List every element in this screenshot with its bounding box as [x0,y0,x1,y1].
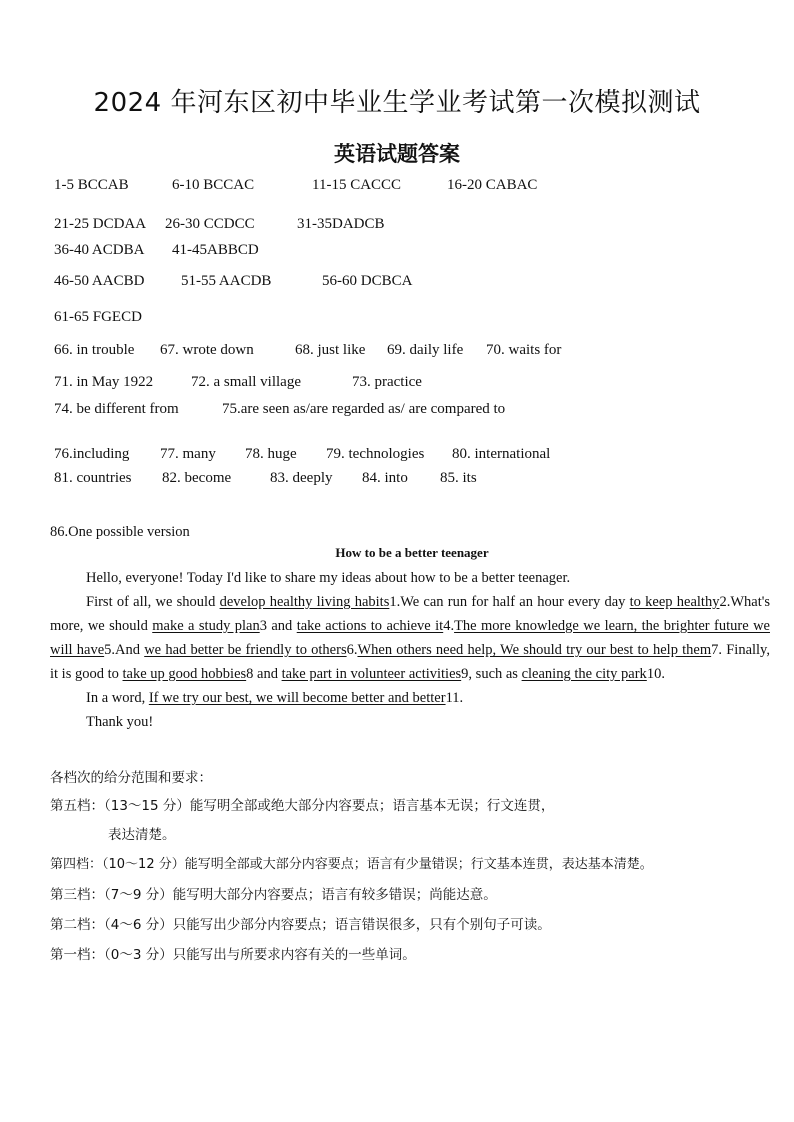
underlined-phrase: When others need help, We should try our best to help them [357,642,712,658]
essay-closing: Thank you! [86,714,154,730]
answer-cell: 72. a small village [191,374,301,390]
answer-cell: 69. daily life [387,342,464,358]
grading-line: 表达清楚。 [108,827,176,843]
underlined-phrase: The more knowledge we learn, the brighter future we will have [50,618,770,658]
essay-text: 4. [443,618,455,634]
answer-cell: 6-10 BCCAC [172,177,255,193]
answer-cell: 83. deeply [270,470,333,486]
answer-cell: 81. countries [54,470,132,486]
answer-cell: 61-65 FGECD [54,309,142,325]
answer-cell: 66. in trouble [54,342,135,358]
answer-cell: 75.are seen as/are regarded as/ are compared to [222,401,506,417]
essay-paragraph: Hello, everyone! Today I'd like to share my ideas about how to be a better teenager. [86,570,571,586]
answer-cell: 21-25 DCDAA [54,216,147,232]
essay-text: 7. Finally, it is good to [50,642,770,682]
answer-cell: 26-30 CCDCC [165,216,255,232]
essay-text: First of all, we should [86,594,220,610]
essay-text: 3 and [259,618,297,634]
essay-body [50,566,770,734]
grading-line: 第四档：（10～12 分）能写明全部或大部分内容要点；语言有少量错误；行文基本连贯，表达基本清楚。 [50,857,653,872]
essay-text: 2.What's more, we should [50,594,770,634]
underlined-phrase: take up good hobbies [122,666,247,682]
answer-cell: 46-50 AACBD [54,273,145,289]
underlined-phrase: take part in volunteer activities [281,666,462,682]
essay-title: How to be a better teenager [335,545,489,560]
answer-cell: 76.including [54,446,130,462]
page-title: 2024 年河东区初中毕业生学业考试第一次模拟测试 [93,88,701,118]
answer-cell: 71. in May 1922 [54,374,154,390]
answer-cell: 80. international [452,446,551,462]
answer-cell: 68. just like [295,342,366,358]
essay-text: 6. [346,642,358,658]
page-subtitle: 英语试题答案 [334,142,460,166]
answer-cell: 1-5 BCCAB [54,177,129,193]
underlined-phrase: If we try our best, we will become better and better [148,690,446,706]
underlined-phrase: we had better be friendly to others [144,642,347,658]
essay-text: 5.And [104,642,145,658]
answer-cell: 41-45ABBCD [172,242,259,258]
answer-cell: 79. technologies [326,446,425,462]
answer-cell: 74. be different from [54,401,179,417]
underlined-phrase: take actions to achieve it [296,618,444,634]
answer-cell: 77. many [160,446,216,462]
grading-line: 第一档：（0～3 分）只能写出与所要求内容有关的一些单词。 [50,947,416,963]
answer-cell: 73. practice [352,374,422,390]
essay-text: 1.We can run for half an hour every day [389,594,630,610]
answer-cell: 11-15 CACCC [312,177,402,193]
answer-cell: 36-40 ACDBA [54,242,145,258]
answer-cell: 67. wrote down [160,342,254,358]
answer-cell: 78. huge [245,446,297,462]
answer-cell: 84. into [362,470,408,486]
answer-cell: 31-35DADCB [297,216,385,232]
grading-intro: 各档次的给分范围和要求： [50,770,212,786]
grading-line: 第二档：（4～6 分）只能写出少部分内容要点；语言错误很多，只有个别句子可读。 [50,917,551,933]
essay-paragraph [50,686,770,710]
underlined-phrase: make a study plan [152,618,260,634]
essay-text: In a word, [86,690,149,706]
essay-label: 86.One possible version [50,524,190,540]
answer-cell: 70. waits for [486,342,562,358]
essay-text: 10. [646,666,665,682]
essay-text: 9, such as [461,666,522,682]
essay-text: 11. [445,690,464,706]
answer-cell: 16-20 CABAC [447,177,538,193]
answer-cell: 51-55 AACDB [181,273,272,289]
underlined-phrase: to keep healthy [629,594,720,610]
essay-text: 8 and [246,666,282,682]
answer-cell: 82. become [162,470,232,486]
answer-cell: 56-60 DCBCA [322,273,413,289]
underlined-phrase: cleaning the city park [521,666,647,682]
grading-line: 第三档：（7～9 分）能写明大部分内容要点；语言有较多错误；尚能达意。 [50,887,497,903]
grading-line: 第五档：（13～15 分）能写明全部或绝大部分内容要点；语言基本无误；行文连贯， [50,798,555,814]
answer-cell: 85. its [440,470,477,486]
underlined-phrase: develop healthy living habits [219,594,390,610]
essay-paragraph [50,590,770,686]
